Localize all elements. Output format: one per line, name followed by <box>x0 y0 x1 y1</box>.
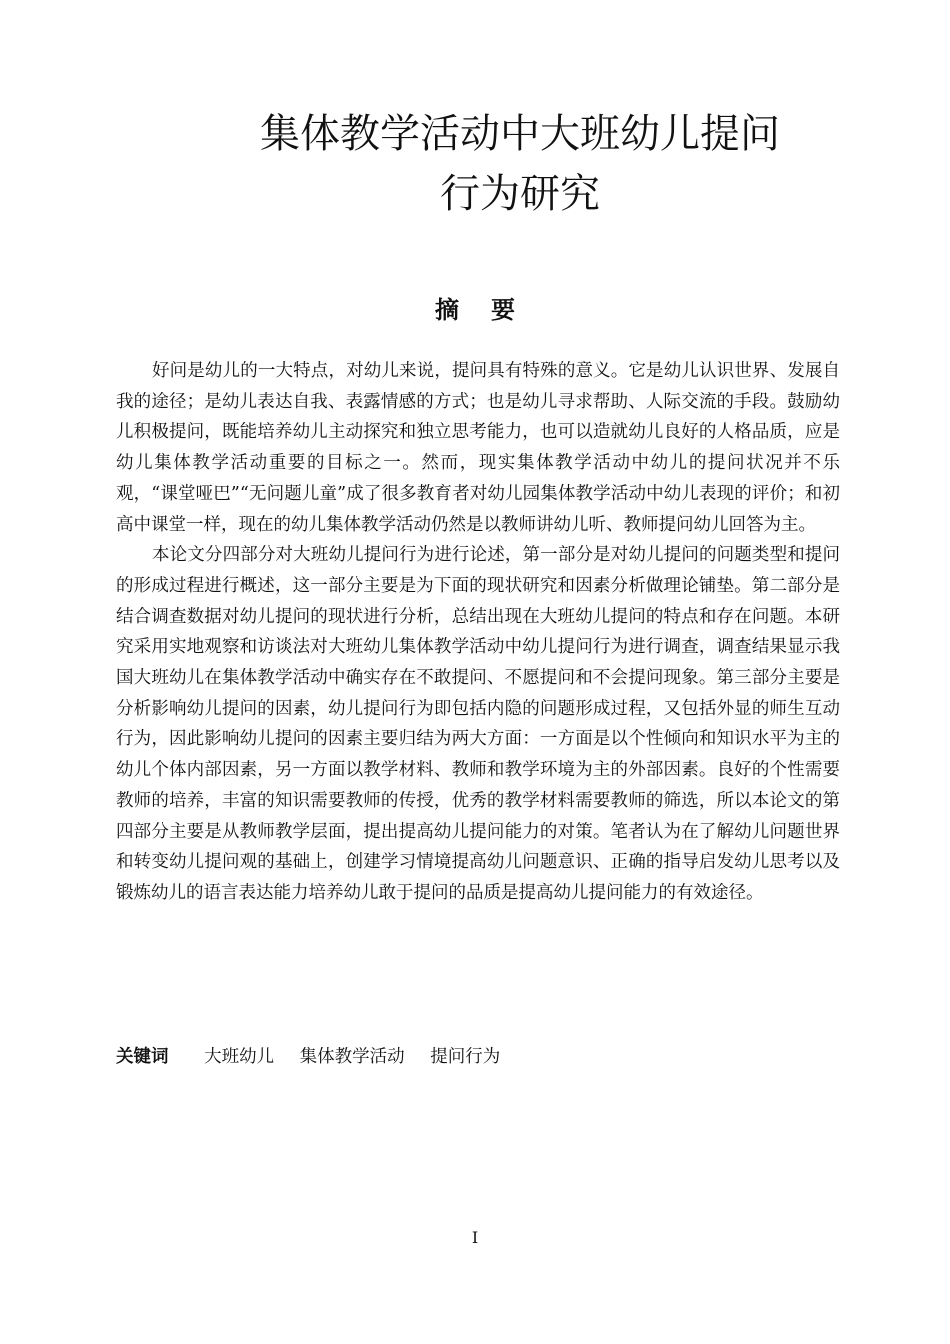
abstract-body <box>116 356 840 909</box>
paper-title-line-1: 集体教学活动中大班幼儿提问 <box>260 111 780 157</box>
keyword-item: 提问行为 <box>430 1047 501 1067</box>
abstract-heading <box>0 292 950 328</box>
page-number: I <box>471 1228 479 1247</box>
keywords-line <box>116 1042 520 1072</box>
abstract-paragraph-2: 本论文分四部分对大班幼儿提问行为进行论述，第一部分是对幼儿提问的问题类型和提问的形成过程进行概述，这一部分主要是为下面的现状研究和因素分析做理论铺垫。第二部分是结合调查数据对幼儿提问的现状进行分析，总结出现在大班幼儿提问的特点和存在问题。本研究采用实地观察和访谈法对大班幼儿集体教学活动中幼儿提问行为进行调查，调查结果显示我国大班幼儿在集体教学活动中确实存在不敢提问、不愿提问和不会提问现象。第三部分主要是分析影响幼儿提问的因素，幼儿提问行为即包括内隐的问题形成过程，又包括外显的师生互动行为，因此影响幼儿提问的因素主要归结为两大方面：一方面是以个性倾向和知识水平为主的幼儿个体内部因素，另一方面以教学材料、教师和教学环境为主的外部因素。良好的个性需要教师的培养，丰富的知识需要教师的传授，优秀的教学材料需要教师的筛选，所以本论文的第四部分主要是从教师教学层面，提出提高幼儿提问能力的对策。笔者认为在了解幼儿问题世界和转变幼儿提问观的基础上，创建学习情境提高幼儿问题意识、正确的指导启发幼儿思考以及锻炼幼儿的语言表达能力培养幼儿敢于提问的品质是提高幼儿提问能力的有效途径。 <box>116 545 840 903</box>
abstract-heading-char-2: 要 <box>491 296 515 324</box>
abstract-heading-char-1: 摘 <box>435 296 459 324</box>
keywords-label: 关键词 <box>116 1047 169 1067</box>
paper-title-line-2: 行为研究 <box>440 171 600 217</box>
keyword-item: 大班幼儿 <box>204 1047 275 1067</box>
abstract-paragraph-1: 好问是幼儿的一大特点，对幼儿来说，提问具有特殊的意义。它是幼儿认识世界、发展自我的途径；是幼儿表达自我、表露情感的方式；也是幼儿寻求帮助、人际交流的手段。鼓励幼儿积极提问，既能培养幼儿主动探究和独立思考能力，也可以造就幼儿良好的人格品质，应是幼儿集体教学活动重要的目标之一。然而，现实集体教学活动中幼儿的提问状况并不乐观，“课堂哑巴”“无问题儿童”成了很多教育者对幼儿园集体教学活动中幼儿表现的评价；和初高中课堂一样，现在的幼儿集体教学活动仍然是以教师讲幼儿听、教师提问幼儿回答为主。 <box>116 361 840 535</box>
keyword-item: 集体教学活动 <box>299 1047 405 1067</box>
paper-title <box>200 104 840 224</box>
